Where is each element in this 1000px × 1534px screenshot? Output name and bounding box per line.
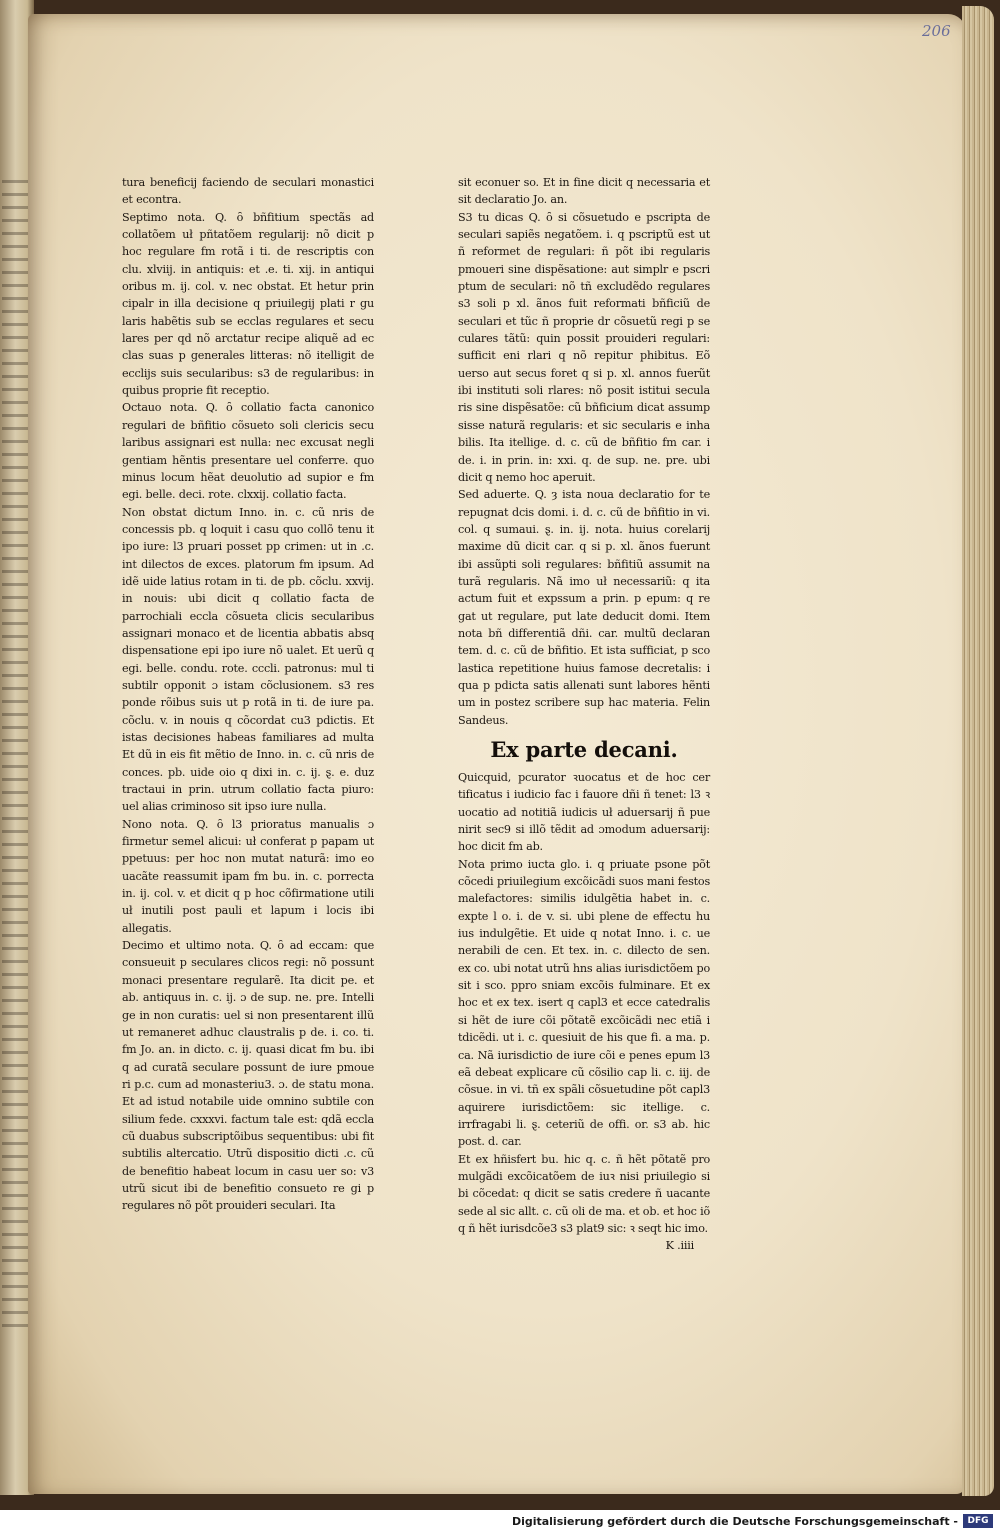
footer-credit: Digitalisierung gefördert durch die Deutsche Forschungsgemeinschaft - — [511, 1515, 958, 1528]
dfg-logo: DFG — [963, 1514, 993, 1528]
section-heading: Ex parte decani. — [490, 737, 678, 762]
paragraph: Nota primo iucta glo. i. q priuate psone põt cõcedi priuilegium excõicãdi suos mani festos malefactores: similis idulgẽtia habet in. c. expte l o. i. de v. si. ubi plene de effectu hu ius indulgẽtie. Et uide q notat Inno. i. c. ue nerabili de cen. Et tex. in. c. dilecto de sen. ex co. ubi notat utrũ hns alias iurisdictõem po sit i sco. ppro sniam excõis fulminare. Et ex hoc et ex tex. isert q capl3 et ecce catedralis si hẽt de iure cõi põtatẽ excõicãdi nec etiã i tdicẽdi. ut i. c. quesiuit de his que fi. a ma. p. ca. Nã iurisdictio de iure cõi e penes epum l3 eã debeat explicare cũ cõsilio cap li. c. iij. de cõsue. in vi. tñ ex spãli cõsuetudine põt capl3 aquirere iurisdictõem: sic itellige. c. irrfragabi li. ȿ. ceteriũ de offi. or. s3 ab. hic post. d. car. — [458, 857, 710, 1149]
folio-number: 206 — [922, 22, 951, 40]
paragraph: S3 tu dicas Q. ȏ si cõsuetudo e pscripta de seculari sapiẽs negatõem. i. q pscriptũ est ut ñ reformet de regulari: ñ põt ibi regularis pmoueri sine dispẽsatione: aut simplr e pscri ptum de seculari: nõ tñ excludẽdo regulares s3 soli p xl. ãnos fuit reformati bñficiũ de seculari et tũc ñ proprie dr cõsuetũ regi p se culares tãtũ: quin possit prouideri regulari: sufficit eni rlari q nõ repitur phibitus. Eõ uerso aut secus foret q si p. xl. annos fuerũt ibi instituti soli rlares: nõ posit istitui secula ris sine dispẽsatõe: cũ bñficium dicat assump sisse naturã regularis: et sic secularis e inha bilis. Ita itellige. d. c. cũ de bñfitio fm car. i de. i. in prin. in: xxi. q. de sup. ne. pre. ubi dicit q nemo hoc aperuit. — [458, 210, 710, 484]
paragraph: Quicquid, pcurator ꝛuocatus et de hoc cer tificatus i iudicio fac i fauore dñi ñ tenet: l3 ꝛ uocatio ad notitiã iudicis uł aduersarij ñ pue nirit sec9 si illõ tẽdit ad ɔmodum aduersarij: hoc dicit fm ab. — [458, 771, 710, 854]
paragraph: Octauo nota. Q. ȏ collatio facta canonico regulari de bñfitio cõsueto soli clericis secu laribus assignari est nulla: nec excusat negli gentiam hẽntis presentare uel conferre. quo minus locum hẽat deuolutio ad supior e fm egi. belle. deci. rote. clxxij. collatio facta. — [122, 401, 374, 502]
paragraph: sit econuer so. Et in fine dicit q necessaria et sit declaratio Jo. an. — [458, 176, 710, 207]
paragraph: tura beneficij faciendo de seculari monastici et econtra. — [122, 176, 374, 207]
paragraph: Nono nota. Q. ȏ l3 prioratus manualis ɔ firmetur semel alicui: uł conferat p papam ut ppetuus: per hoc non mutat naturã: imo eo uacãte reassumit ipam fm bu. in. c. porrecta in. ij. col. v. et dicit q p hoc cõfirmatione utili uł inutili post pauli et lapum i locis ibi allegatis. — [122, 817, 374, 935]
paragraph: Decimo et ultimo nota. Q. ȏ ad eccam: que consueuit p seculares clicos regi: nõ possunt monaci presentare regularẽ. Ita dicit pe. et ab. antiquus in. c. ij. ɔ de sup. ne. pre. Intelli ge in non curatis: uel si non presentarent illũ ut remaneret adhuc claustralis p de. i. co. ti. fm Jo. an. in dicto. c. ij. quasi dicat fm bu. ibi q ad curatã seculare possunt de iure pmoue ri p.c. cum ad monasteriu3. ɔ. de statu mona. Et ad istud notabile uide omnino subtile con silium fede. cxxxvi. factum tale est: qdã eccla cũ duabus subscriptõibus sequentibus: ubi fit subtilis altercatio. Utrũ dispositio dicti .c. cũ de benefitio habeat locum in casu uer so: v3 utrũ sicut ibi de benefitio consueto re gi p regulares nõ põt prouideri seculari. Ita — [122, 939, 374, 1213]
previous-page-text-fragment — [2, 180, 30, 1330]
paragraph: Sed aduerte. Q. ȝ ista noua declaratio for te repugnat dcis domi. i. d. c. cũ de bñfitio in vi. col. q sumaui. ȿ. in. ij. nota. huius corelarij maxime dũ dicit car. q si p. xl. ãnos fuerunt ibi assũpti soli regulares: bñfitiũ assumit na turã regularis. Nã imo uł necessariũ: q ita actum fuit et expssum a prin. p epum: q re gat ut regulare, put late deducit domi. Item nota bñ differentiã dñi. car. multũ declaran tem. d. c. cũ de bñfitio. Et ista sufficiat, p sco lastica repetitione huius famose decretalis: i qua p pdicta satis allenati sunt labores hẽnti um in postez scribere sup hac materia. Felin Sandeus. — [458, 488, 710, 727]
signature-mark: K .iiii — [665, 1239, 694, 1253]
page-edges — [962, 6, 994, 1496]
paragraph: Et ex hñisfert bu. hic q. c. ñ hẽt põtatẽ pro mulgãdi excõicatõem de iuꝛ nisi priuilegio si bi cõcedat: q dicit se satis credere ñ uacante sede al sic allt. c. cũ oli de ma. et ob. et hoc iõ q ñ hẽt iurisdcõe3 s3 plat9 sic: ꝛ seqt hic imo. — [458, 1152, 710, 1235]
paragraph: Non obstat dictum Inno. in. c. cũ nris de concessis pb. q loquit i casu quo collõ tenu it ipo iure: l3 pruari posset pp crimen: ut in .c. int dilectos de exces. platorum fm ipsum. Ad idẽ uide latius rotam in ti. de pb. cõclu. xxvij. in nouis: ubi dicit q collatio facta de parrochiali eccla cõsueta clicis secularibus assignari monaco et de licentia abbatis absq dispensatione epi ipo iure nõ ualet. Et uerũ q egi. belle. condu. rote. cccli. patronus: mul ti subtilr opponit ɔ istam cõclusionem. s3 res ponde rõibus suis ut p rotã in ti. de iure pa. cõclu. v. in nouis q cõcordat cu3 pdictis. Et istas decisiones habeas familiares ad multa Et dũ in eis fit mẽtio de Inno. in. c. cũ nris de conces. pb. uide oio q dixi in. c. ij. ȿ. e. duz tractaui in prin. utrum collatio facta piuro: uel alias criminoso sit ipso iure nulla. — [122, 505, 374, 814]
left-text-column — [122, 174, 374, 1215]
right-text-column — [458, 174, 710, 1255]
paragraph: Septimo nota. Q. ȏ bñfitium spectãs ad collatõem uł pñtatõem regularij: nõ dicit p hoc regulare fm rotã i ti. de rescriptis con clu. xlviij. in antiquis: et .e. ti. xij. in antiqui oribus m. ij. col. v. nec obstat. Et hetur prin cipalr in illa decisione q priuilegij plati r gu laris habẽtis sub se ecclas regulares et secu lares per qd nõ arctatur recipe aliquẽ ad ec clas suas p generales litteras: nõ itelligit de ecclijs suis secularibus: s3 de regularibus: in quibus proprie fit receptio. — [122, 210, 374, 398]
